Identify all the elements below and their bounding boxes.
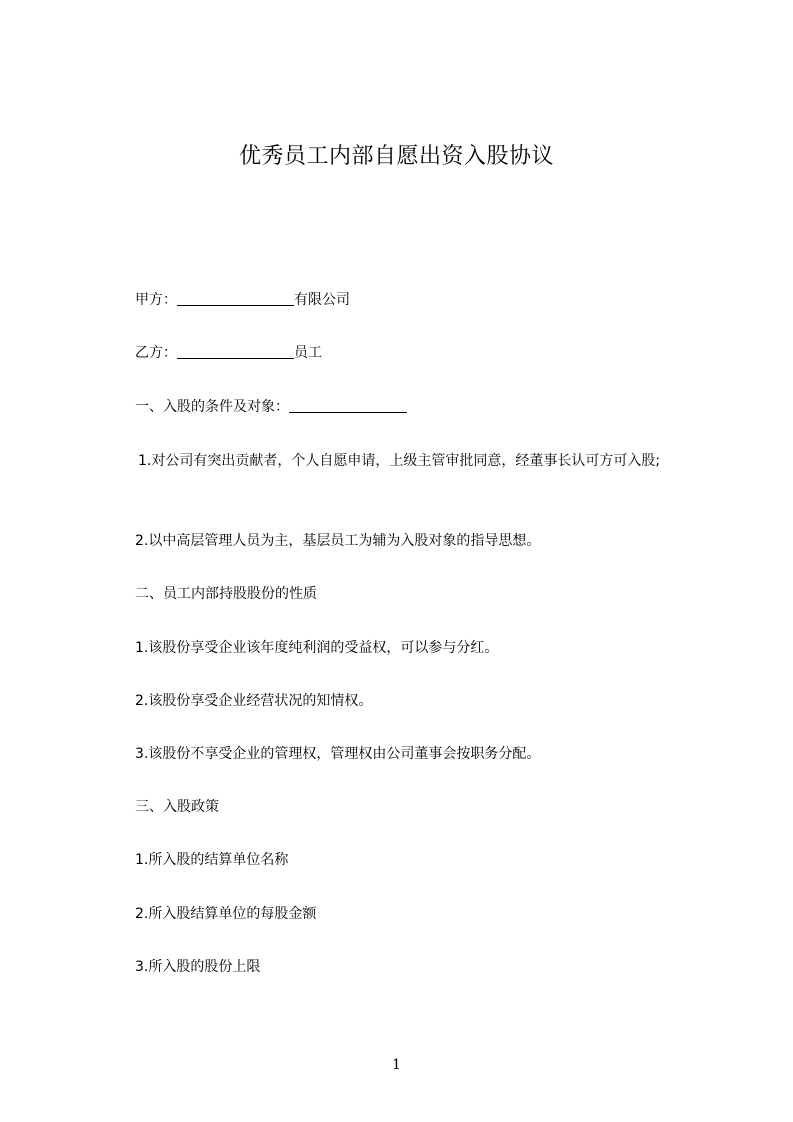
- section3-heading: 三、入股政策: [135, 799, 219, 815]
- section1-item2: 2.以中高层管理人员为主，基层员工为辅为入股对象的指导思想。: [135, 533, 541, 549]
- page-number: 1: [392, 1057, 401, 1073]
- section3-item1: 1.所入股的结算单位名称: [135, 852, 289, 868]
- section2-heading: 二、员工内部持股股份的性质: [135, 586, 317, 602]
- section2-item1: 1.该股份享受企业该年度纯利润的受益权，可以参与分红。: [135, 640, 499, 656]
- section2-item2: 2.该股份享受企业经营状况的知情权。: [135, 693, 373, 709]
- party-a-suffix: 有限公司: [294, 292, 350, 308]
- section1-item1: 1.对公司有突出贡献者，个人自愿申请，上级主管审批同意，经董事长认可方可入股;: [138, 453, 661, 469]
- party-b-line: [135, 343, 322, 363]
- party-a-blank: [177, 291, 294, 306]
- party-a-line: [135, 290, 350, 310]
- section1-heading: 一、入股的条件及对象：: [135, 399, 289, 415]
- section1-heading-line: [135, 397, 407, 417]
- party-b-blank: [177, 344, 294, 359]
- section1-blank: [289, 398, 407, 413]
- party-b-suffix: 员工: [294, 345, 322, 361]
- section2-item3: 3.该股份不享受企业的管理权，管理权由公司董事会按职务分配。: [135, 746, 541, 762]
- party-b-label: 乙方：: [135, 345, 177, 361]
- section3-item3: 3.所入股的股份上限: [135, 959, 261, 975]
- section3-item2: 2.所入股结算单位的每股金额: [135, 906, 317, 922]
- document-title: 优秀员工内部自愿出资入股协议: [238, 144, 554, 169]
- party-a-label: 甲方：: [135, 292, 177, 308]
